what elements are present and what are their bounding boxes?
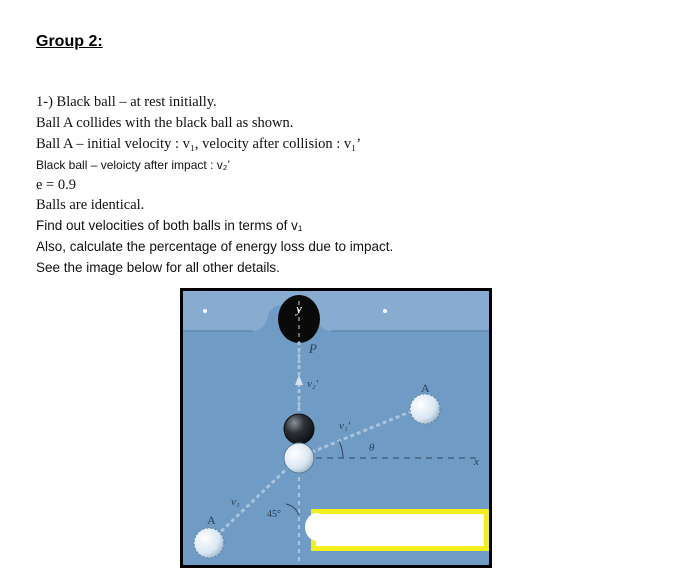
label-ball-a-after: A [421, 381, 430, 395]
problem-line-6: Balls are identical. [36, 197, 145, 213]
label-theta: θ [369, 442, 375, 454]
label-v2-prime: v₂′ [307, 378, 319, 390]
table-rail [183, 291, 489, 331]
ball-a-collision [284, 443, 314, 473]
ball-a-initial [194, 528, 224, 558]
problem-line-8: Also, calculate the percentage of energy loss due to impact. [36, 239, 394, 254]
black-ball [284, 414, 314, 444]
ball-a-after [410, 394, 440, 424]
label-v1-prime: v₁′ [339, 420, 351, 432]
label-45-degrees: 45° [267, 509, 281, 520]
rail-diamond [203, 309, 207, 313]
label-x: x [474, 456, 479, 468]
redacted-area [316, 514, 484, 546]
collision-figure [180, 288, 492, 568]
label-v1: v₁ [231, 496, 240, 508]
page-heading: Group 2: [36, 33, 103, 50]
problem-line-9: See the image below for all other details. [36, 260, 280, 275]
problem-line-5: e = 0.9 [36, 177, 76, 193]
problem-line-2: Ball A collides with the black ball as shown. [36, 115, 294, 131]
collision-diagram [183, 291, 489, 565]
problem-line-4: Black ball – veloicty after impact : v₂’ [36, 158, 231, 172]
label-y: y [296, 301, 302, 316]
problem-line-1: 1-) Black ball – at rest initially. [36, 94, 217, 110]
problem-line-3: Ball A – initial velocity : v₁, velocity after collision : v₁’ [36, 136, 362, 152]
label-p: P [309, 341, 317, 356]
problem-line-7: Find out velocities of both balls in terms of v₁ [36, 218, 303, 233]
label-ball-a-initial: A [207, 513, 216, 527]
rail-diamond [383, 309, 387, 313]
